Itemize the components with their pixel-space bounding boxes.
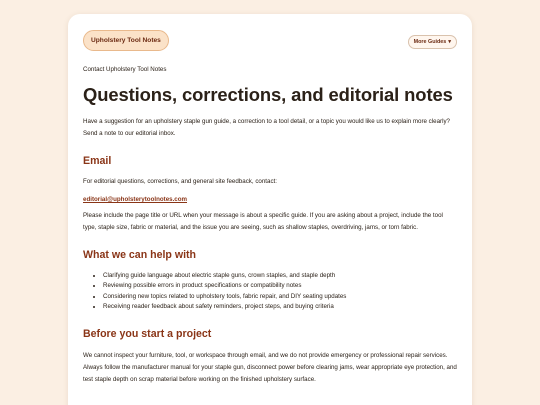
page-title: Questions, corrections, and editorial notes — [83, 84, 453, 105]
list-item: • Receiving reader feedback about safety reminders, project steps, and buying criteria — [103, 302, 457, 312]
email-heading: Email — [83, 155, 112, 167]
content-card — [68, 14, 472, 405]
help-heading: What we can help with — [83, 249, 197, 261]
before-project-heading: Before you start a project — [83, 327, 212, 340]
top-bar — [83, 29, 457, 51]
help-list — [83, 271, 457, 313]
email-lead-text: For editorial questions, corrections, and general site feedback, contact: — [83, 178, 277, 185]
before-project-text: We cannot inspect your furniture, tool, or workspace through email, and we do not provide emergency or professional repair services. Always follow the manufacturer manual for your staple gun, disconnect power before clearing jams, wear appropriate eye protection, and test staple depth on scrap material before working on the finished upholstery surface. — [83, 351, 457, 383]
email-address-link[interactable]: editorial@upholsterytoolnotes.com — [83, 196, 188, 203]
brand-home-link[interactable]: Upholstery Tool Notes — [83, 30, 169, 51]
list-item: • Reviewing possible errors in product specifications or compatibility notes — [103, 281, 457, 291]
intro-text: Have a suggestion for an upholstery staple gun guide, a correction to a tool detail, or a topic you would like us to explain more clearly? Send a note to our editorial inbox. — [83, 118, 450, 137]
breadcrumb: Contact Upholstery Tool Notes — [83, 66, 167, 73]
list-item: • Considering new topics related to upholstery tools, fabric repair, and DIY seating updates — [103, 292, 457, 302]
more-guides-button[interactable] — [408, 35, 457, 49]
chevron-down-icon: ▾ — [448, 38, 451, 45]
email-note-text: Please include the page title or URL when your message is about a specific guide. If you are asking about a project, include the tool type, staple size, fabric or material, and the issue you are seeing, such as shallow staples, overdriving, jams, or torn fabric. — [83, 212, 443, 231]
list-item: • Clarifying guide language about electric staple guns, crown staples, and staple depth — [103, 271, 457, 281]
more-guides-label: More Guides — [413, 38, 447, 45]
